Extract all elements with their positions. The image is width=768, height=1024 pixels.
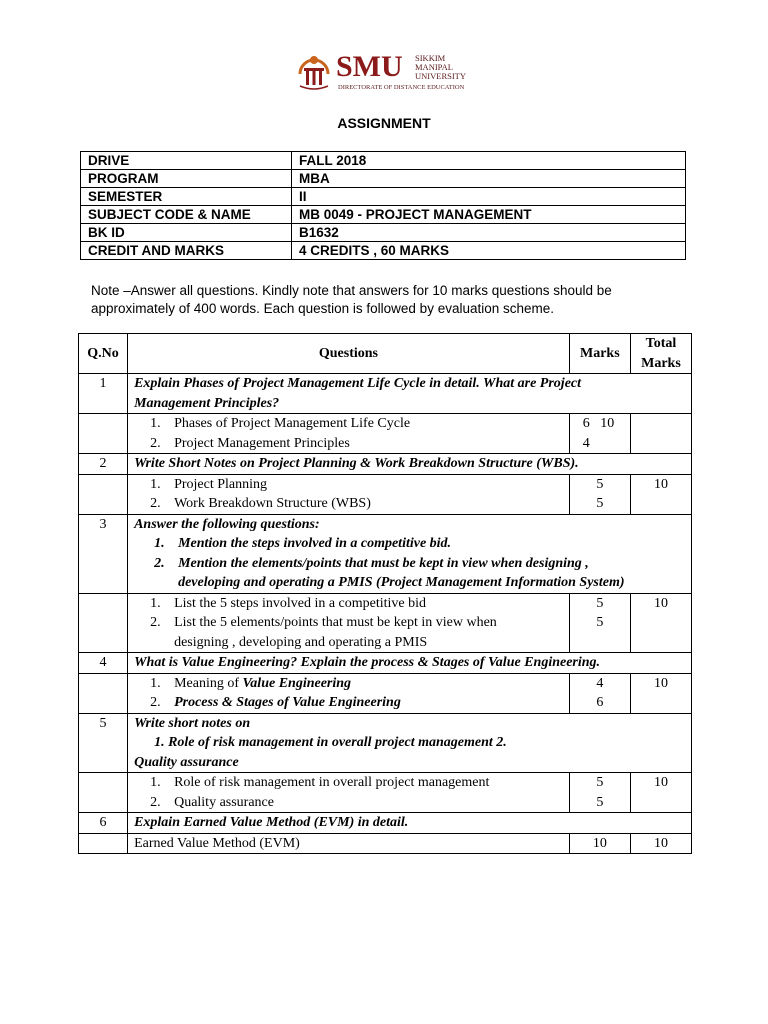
question-row [79,653,692,674]
info-key: CREDIT AND MARKS [81,242,292,260]
total-marks: 10 [630,593,691,653]
evaluation-marks: 10 [569,833,630,854]
header-row [79,334,692,374]
question-row [79,454,692,475]
instructions-note: Note –Answer all questions. Kindly note that answers for 10 marks questions should be approximately of 400 words. Each question is followed by evaluation scheme. [91,283,612,316]
evaluation-row [79,593,692,653]
evaluation-criteria: 1. Role of risk management in overall project management 2. Quality assurance [128,773,570,813]
info-value: II [292,188,686,206]
info-row [81,170,686,188]
evaluation-criteria: Earned Value Method (EVM) [128,833,570,854]
info-value: 4 CREDITS , 60 MARKS [292,242,686,260]
evaluation-row [79,773,692,813]
question-text: Write short notes on 1. Role of risk management in overall project management 2. Quality assurance [128,713,692,773]
question-row [79,374,692,414]
info-value: MB 0049 - PROJECT MANAGEMENT [292,206,686,224]
question-number: 1 [79,374,128,414]
assignment-info-table [80,151,686,260]
info-row [81,224,686,242]
question-number: 3 [79,514,128,593]
info-key: PROGRAM [81,170,292,188]
university-name: SIKKIM MANIPAL UNIVERSITY [415,53,466,81]
info-value: MBA [292,170,686,188]
question-text: Write Short Notes on Project Planning & Work Breakdown Structure (WBS). [128,454,692,475]
info-row [81,152,686,170]
question-number: 2 [79,454,128,475]
total-marks [630,414,691,454]
column-header-qno: Q.No [79,334,128,374]
evaluation-row [79,414,692,454]
info-key: DRIVE [81,152,292,170]
total-marks: 10 [630,474,691,514]
questions-table [78,333,692,854]
question-text: Explain Earned Value Method (EVM) in detail. [128,813,692,834]
question-text: Answer the following questions: 1. Mention the steps involved in a competitive bid. 2. Mention the elements/points that must be kept in view when designing , developing and operating a PMIS (Project Management Information System) [128,514,692,593]
info-row [81,188,686,206]
question-row [79,813,692,834]
page-title: ASSIGNMENT [337,115,431,131]
column-header-total-marks: Total Marks [630,334,691,374]
info-key: BK ID [81,224,292,242]
question-text: Explain Phases of Project Management Life Cycle in detail. What are Project Management Principles? [128,374,692,414]
evaluation-row [79,474,692,514]
university-logo [296,48,486,98]
column-header-marks: Marks [569,334,630,374]
evaluation-row [79,833,692,854]
evaluation-marks: 5 5 [569,593,630,653]
evaluation-marks: 5 5 [569,773,630,813]
logo-wordmark: SMU [336,50,403,83]
info-row [81,242,686,260]
university-emblem-icon [296,52,332,92]
info-value: B1632 [292,224,686,242]
evaluation-criteria: 1. List the 5 steps involved in a competitive bid 2. List the 5 elements/points that must be kept in view when designing , developing and operating a PMIS [128,593,570,653]
directorate-name: DIRECTORATE OF DISTANCE EDUCATION [338,84,465,91]
info-key: SUBJECT CODE & NAME [81,206,292,224]
evaluation-criteria: 1. Project Planning 2. Work Breakdown Structure (WBS) [128,474,570,514]
evaluation-criteria: 1. Phases of Project Management Life Cycle 2. Project Management Principles [128,414,570,454]
question-number: 4 [79,653,128,674]
column-header-questions: Questions [128,334,570,374]
evaluation-criteria: 1. Meaning of Value Engineering 2. Process & Stages of Value Engineering [128,673,570,713]
question-number: 6 [79,813,128,834]
info-value: FALL 2018 [292,152,686,170]
total-marks: 10 [630,773,691,813]
evaluation-marks: 5 5 [569,474,630,514]
evaluation-row [79,673,692,713]
total-marks: 10 [630,673,691,713]
info-row [81,206,686,224]
evaluation-marks: 6 10 4 [569,414,630,454]
question-text: What is Value Engineering? Explain the process & Stages of Value Engineering. [128,653,692,674]
evaluation-marks: 4 6 [569,673,630,713]
info-key: SEMESTER [81,188,292,206]
total-marks: 10 [630,833,691,854]
question-row [79,514,692,593]
question-row [79,713,692,773]
question-number: 5 [79,713,128,773]
